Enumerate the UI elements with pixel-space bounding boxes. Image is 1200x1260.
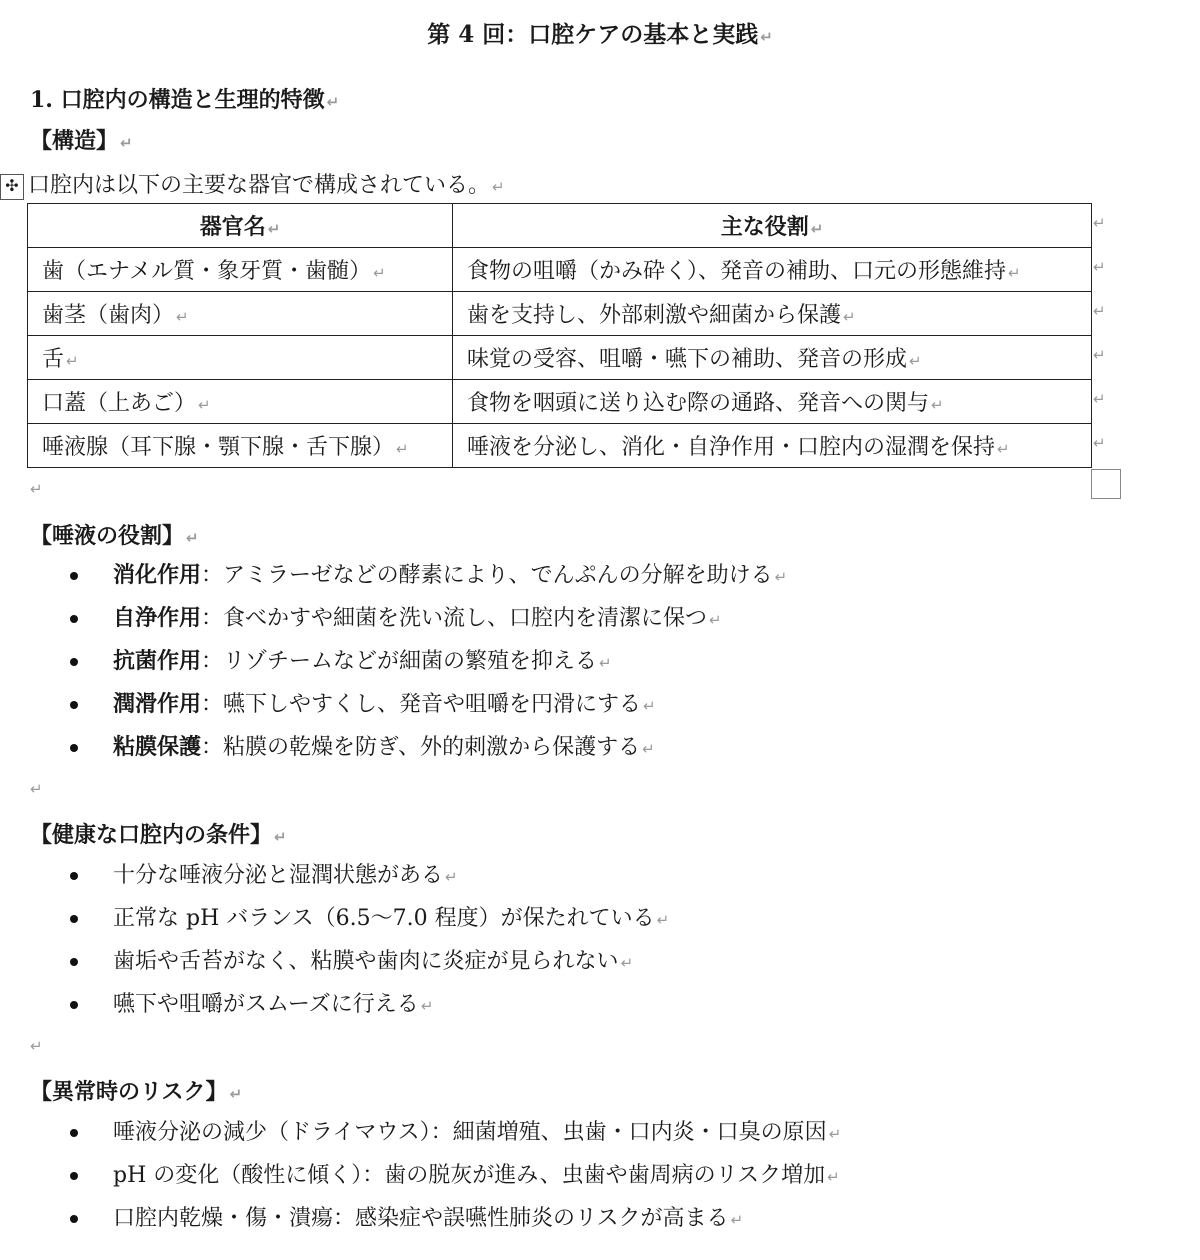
- table-header-row: [28, 204, 1092, 248]
- role-cell: 歯を支持し、外部刺激や細菌から保護 ↵: [453, 292, 1092, 336]
- organ-cell: 歯茎（歯肉） ↵: [28, 292, 453, 336]
- organ-table: [27, 203, 1092, 468]
- empty-paragraph: ↵: [30, 1037, 43, 1055]
- empty-paragraph: ↵: [30, 480, 43, 498]
- intro-paragraph: 口腔内は以下の主要な器官で構成されている。 ↵: [28, 173, 505, 198]
- empty-paragraph: ↵: [30, 780, 43, 798]
- role-cell: 味覚の受容、咀嚼・嚥下の補助、発音の形成 ↵: [453, 336, 1092, 380]
- role-cell: 食物の咀嚼（かみ砕く）、発音の補助、口元の形態維持 ↵: [453, 248, 1092, 292]
- saliva-list: [0, 554, 787, 769]
- list-item: 潤滑作用：嚥下しやすくし、発音や咀嚼を円滑にする ↵: [0, 683, 787, 726]
- list-item: 嚥下や咀嚼がスムーズに行える ↵: [0, 983, 669, 1026]
- row-end-mark: ↵: [1093, 434, 1106, 452]
- header-role: 主な役割 ↵: [453, 204, 1092, 248]
- section-heading-1: 1. 口腔内の構造と生理的特徴 ↵: [30, 87, 340, 113]
- table-row: [28, 424, 1092, 468]
- structure-heading: 【構造】 ↵: [30, 128, 133, 154]
- list-item: 歯垢や舌苔がなく、粘膜や歯肉に炎症が見られない ↵: [0, 940, 669, 983]
- list-item: 粘膜保護：粘膜の乾燥を防ぎ、外的刺激から保護する ↵: [0, 726, 787, 769]
- healthy-list: [0, 854, 669, 1026]
- row-end-mark: ↵: [1093, 346, 1106, 364]
- row-end-mark: ↵: [1093, 214, 1106, 232]
- organ-cell: 口蓋（上あご） ↵: [28, 380, 453, 424]
- list-item: 自浄作用：食べかすや細菌を洗い流し、口腔内を清潔に保つ ↵: [0, 597, 787, 640]
- document-title: 第 4 回：口腔ケアの基本と実践 ↵: [427, 21, 773, 48]
- list-item: 正常な pH バランス（6.5〜7.0 程度）が保たれている ↵: [0, 897, 669, 940]
- healthy-heading: 【健康な口腔内の条件】 ↵: [30, 822, 287, 848]
- table-row: [28, 336, 1092, 380]
- list-item: 消化作用：アミラーゼなどの酵素により、でんぷんの分解を助ける ↵: [0, 554, 787, 597]
- table-row: [28, 380, 1092, 424]
- risks-list: [0, 1111, 841, 1240]
- list-item: pH の変化（酸性に傾く）：歯の脱灰が進み、虫歯や歯周病のリスク増加 ↵: [0, 1154, 841, 1197]
- row-end-mark: ↵: [1093, 390, 1106, 408]
- table-resize-handle[interactable]: [1091, 469, 1121, 499]
- table-row: [28, 292, 1092, 336]
- list-item: 抗菌作用：リゾチームなどが細菌の繁殖を抑える ↵: [0, 640, 787, 683]
- saliva-heading: 【唾液の役割】 ↵: [30, 523, 199, 549]
- row-end-mark: ↵: [1093, 302, 1106, 320]
- role-cell: 食物を咽頭に送り込む際の通路、発音への関与 ↵: [453, 380, 1092, 424]
- header-organ: 器官名 ↵: [28, 204, 453, 248]
- table-move-handle-icon[interactable]: ✣: [0, 174, 24, 200]
- list-item: 唾液分泌の減少（ドライマウス）：細菌増殖、虫歯・口内炎・口臭の原因 ↵: [0, 1111, 841, 1154]
- row-end-mark: ↵: [1093, 258, 1106, 276]
- organ-cell: 舌 ↵: [28, 336, 453, 380]
- role-cell: 唾液を分泌し、消化・自浄作用・口腔内の湿潤を保持 ↵: [453, 424, 1092, 468]
- organ-cell: 唾液腺（耳下腺・顎下腺・舌下腺） ↵: [28, 424, 453, 468]
- organ-cell: 歯（エナメル質・象牙質・歯髄） ↵: [28, 248, 453, 292]
- list-item: 口腔内乾燥・傷・潰瘍：感染症や誤嚥性肺炎のリスクが高まる ↵: [0, 1197, 841, 1240]
- list-item: 十分な唾液分泌と湿潤状態がある ↵: [0, 854, 669, 897]
- table-row: [28, 248, 1092, 292]
- risks-heading: 【異常時のリスク】 ↵: [30, 1079, 243, 1105]
